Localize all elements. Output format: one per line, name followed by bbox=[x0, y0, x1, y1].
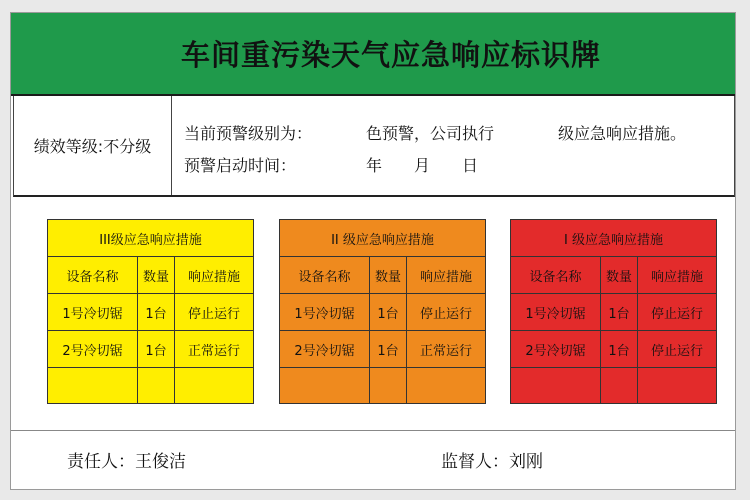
table-cell: 1台 bbox=[370, 331, 407, 368]
table-cell: 停止运行 bbox=[175, 294, 253, 331]
table-cell: 停止运行 bbox=[638, 331, 716, 368]
table-cell: 2号冷切锯 bbox=[511, 331, 601, 368]
table-cell: 正常运行 bbox=[175, 331, 253, 368]
table-cell: 1号冷切锯 bbox=[511, 294, 601, 331]
column-header-device: 设备名称 bbox=[511, 257, 601, 294]
table-cell: 停止运行 bbox=[638, 294, 716, 331]
empty-cell bbox=[407, 368, 485, 403]
column-header-device: 设备名称 bbox=[280, 257, 370, 294]
footer-divider bbox=[11, 430, 735, 431]
empty-cell bbox=[138, 368, 175, 403]
panel-title: II 级应急响应措施 bbox=[280, 220, 485, 257]
table-cell: 1台 bbox=[601, 294, 638, 331]
header-banner bbox=[11, 13, 735, 96]
alert-info-section bbox=[13, 96, 735, 197]
table-cell: 停止运行 bbox=[407, 294, 485, 331]
table-cell: 1台 bbox=[601, 331, 638, 368]
column-header-measure: 响应措施 bbox=[407, 257, 485, 294]
performance-grade: 绩效等级:不分级 bbox=[14, 96, 172, 195]
empty-cell bbox=[280, 368, 370, 403]
year-label: 年 bbox=[366, 156, 383, 175]
empty-cell bbox=[511, 368, 601, 403]
column-header-quantity: 数量 bbox=[370, 257, 407, 294]
table-cell: 2号冷切锯 bbox=[48, 331, 138, 368]
empty-cell bbox=[370, 368, 407, 403]
alert-color-text: 色预警，公司执行 bbox=[366, 124, 495, 143]
table-cell: 1台 bbox=[138, 294, 175, 331]
panel-title: I 级应急响应措施 bbox=[511, 220, 716, 257]
level-3-response-panel bbox=[47, 219, 254, 404]
level-2-response-panel bbox=[279, 219, 486, 404]
level-1-response-panel bbox=[510, 219, 717, 404]
supervisor: 监督人：刘刚 bbox=[441, 452, 543, 472]
table-cell: 1号冷切锯 bbox=[48, 294, 138, 331]
day-label: 日 bbox=[462, 156, 479, 175]
table-cell: 1台 bbox=[370, 294, 407, 331]
responsible-person: 责任人：王俊洁 bbox=[67, 452, 186, 472]
emergency-sign-board bbox=[10, 12, 736, 490]
column-header-measure: 响应措施 bbox=[175, 257, 253, 294]
column-header-measure: 响应措施 bbox=[638, 257, 716, 294]
empty-cell bbox=[601, 368, 638, 403]
column-header-device: 设备名称 bbox=[48, 257, 138, 294]
start-time-label: 预警启动时间： bbox=[184, 156, 297, 175]
table-cell: 1号冷切锯 bbox=[280, 294, 370, 331]
response-level-text: 级应急响应措施。 bbox=[558, 124, 687, 143]
empty-cell bbox=[175, 368, 253, 403]
empty-cell bbox=[48, 368, 138, 403]
column-header-quantity: 数量 bbox=[601, 257, 638, 294]
column-header-quantity: 数量 bbox=[138, 257, 175, 294]
sign-title: 车间重污染天气应急响应标识牌 bbox=[181, 38, 602, 72]
alert-level-label: 当前预警级别为： bbox=[184, 124, 313, 143]
table-cell: 正常运行 bbox=[407, 331, 485, 368]
empty-cell bbox=[638, 368, 716, 403]
panel-title: III级应急响应措施 bbox=[48, 220, 253, 257]
table-cell: 1台 bbox=[138, 331, 175, 368]
month-label: 月 bbox=[414, 156, 431, 175]
table-cell: 2号冷切锯 bbox=[280, 331, 370, 368]
